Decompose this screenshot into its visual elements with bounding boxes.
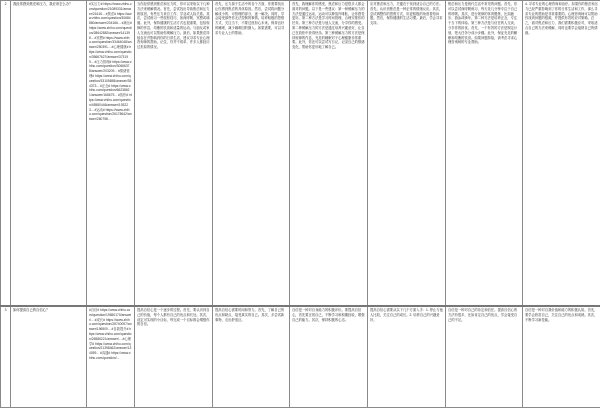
answer-cell: 提高自信心需要时间和努力。首先，了解自己的优点和缺点，接受真实的自己。其次，多尝试新事物，走出舒适区。 (213, 306, 290, 408)
answer-cell: 自信是一种对自我价值和能力的积极认知。首先，要学会欣赏自己，关注自己的优点和成就。其次，不断学习新技能。 (523, 306, 600, 408)
row-number: 2 (1, 1, 11, 307)
question-cell: 如何提高自己的自信心？ (11, 306, 87, 408)
links-cell: #实压力# https://www.zhihu.com/question/21089331/answer/21616... #焦虑# https://www.zhihu.com/question/30684880/answer/204166... #减压# https://www.zhihu.com/question/28642882/answer/141398... #冥想# https://www.zhihu.com/question/33464048/answer/250391... #心理健康# https://www.zhihu.com/question/35667627/answer/373199... #压力管理# https://www.zhihu.com/question/30666378/answer/203209... #情绪管理# https://www.zhihu.com/question/33105658/answer/354373... #正念# https://www.zhihu.com/question/66238621/answer/166679... #放松# https://www.zhihu.com/question/45580446/answer/193223... #运动# https://www.zhihu.com/question/26178642/answer/260758... (87, 1, 135, 307)
answer-cell: 首先，压力源于生活中的各个方面，你需要找出让你感到焦虑的具体原因。然后，尝试将问题分解成小的、可管理的部分，逐一解决。同时，学会接受那些你无法控制的事情。培养积极的思维方式，关注当下，不要过度担心未来。保持良好的睡眠，减少咖啡因的摄入。如果需要，可以寻求专业人士的帮助。 (213, 1, 290, 307)
question-cell: 我经常感到焦虑和压力，我应该怎么办？ (11, 1, 87, 307)
answer-cell: 自信是一种对自己的肯定和信任。提高自信心的方法有很多，比如肯定自己的优点，学会接受自己的不足。 (446, 306, 523, 408)
answer-cell: 首先，我理解你的感受，焦虑和压力是很多人都会面对的问题。以下是一些建议：第一种缓解压力的方法是通过运动，运动可以释放内啡肽，让你感觉更好。第二种方法是学习时间管理，合理安排你的任务。第三种方法是与他人交流，分享你的感受。第二种缓解压力的方法是通过培养兴趣爱好，让自己在放松中获得快乐。第三种缓解压力的方法是保持规律的作息，充足的睡眠对于心理健康非常重要。此外，你还可以尝试写日记，记录自己的情绪变化，帮助你更好地了解自己。 (290, 1, 368, 307)
row-number: 3 (1, 306, 11, 408)
links-cell: #自信# https://www.zhihu.com/question/19650170/answer/... #成长# https://www.zhihu.com/question/28740097/answer/196500... #自我提升# https://www.zhihu.com/question/26586221/answer/... #心理学# https://www.zhihu.com/question/21398462/answer/134059... #沟通# https://www.zhihu.com/question/... (87, 306, 135, 408)
answer-cell: 当你经常感到焦虑和压力时，你可以采取以下几种方法来缓解情况。首先，尝试找出导致焦虑和压力的原因，有些压力来自工作、学业或人际关系。其次，尝试练习一些放松技巧，如深呼吸、冥想或瑜伽。此外，保持健康的生活方式也很重要，包括规律的作息、均衡的饮食和适量的运动。与朋友或家人交流也可以帮助你缓解压力。最后，如果焦虑持续存在并影响到你的日常生活，建议寻求专业心理咨询师的帮助。记住，你并不孤单，许多人都经历过类似的情况。 (135, 1, 213, 307)
answer-cell: 4. 寻求专业的心理咨询和治疗。如果你的焦虑和压力已经严重影响到了你的日常生活和工作，那么寻求专业的帮助是非常重要的。心理咨询师可以帮助你找到问题的根源，并提供有效的应对策略。总之，面对焦虑和压力，我们需要积极应对，采取适合自己的方法来缓解，同时也要学会接纳自己的情绪。 (523, 1, 600, 307)
answer-cell: 应对焦虑和压力，关键在于找到适合自己的方法。首先，认识到焦虑是一种正常的情绪反应。其次，尝试调整你的思维方式，用更积极的角度看待问题。然后，保持健康的生活习惯。最后，学会寻求支持。 (368, 1, 446, 307)
answer-cell: 焦虑和压力是现代生活中常见的问题。首先，你可以尝试深呼吸练习，每天花几分钟专注于自己的呼吸。其次，进行规律的体育锻炼，比如跑步、游泳或骑车。第二种方法是培养正念，专注于当下的体验。第三种方法是与信任的人交谈，分享你的担忧。首先，一个有效的方法是制定计划，把大任务分成小步骤。此外，保证充足的睡眠和均衡的饮食。如果问题持续，请考虑寻求心理咨询师的专业帮助。 (446, 1, 523, 307)
answer-cell: 提高自信心需要从以下几个方面入手：1. 停止与他人比较，关注自己的成长。2. 培养自己的兴趣爱好。 (368, 306, 446, 408)
table-row (1, 306, 600, 408)
answer-cell: 提高自信心是一个逐步的过程。首先，要认识到自己的价值，每个人都有自己的优点和长处。其次，设定可实现的小目标，每完成一个目标都会增强你的自信。 (135, 306, 213, 408)
answer-cell: 自信是一种对自身能力的积极评价。要提高自信心，首先要正视自己，不断学习和积累经验，增强自己的能力。其次，保持积极的心态。 (290, 306, 368, 408)
table-row (1, 1, 600, 307)
